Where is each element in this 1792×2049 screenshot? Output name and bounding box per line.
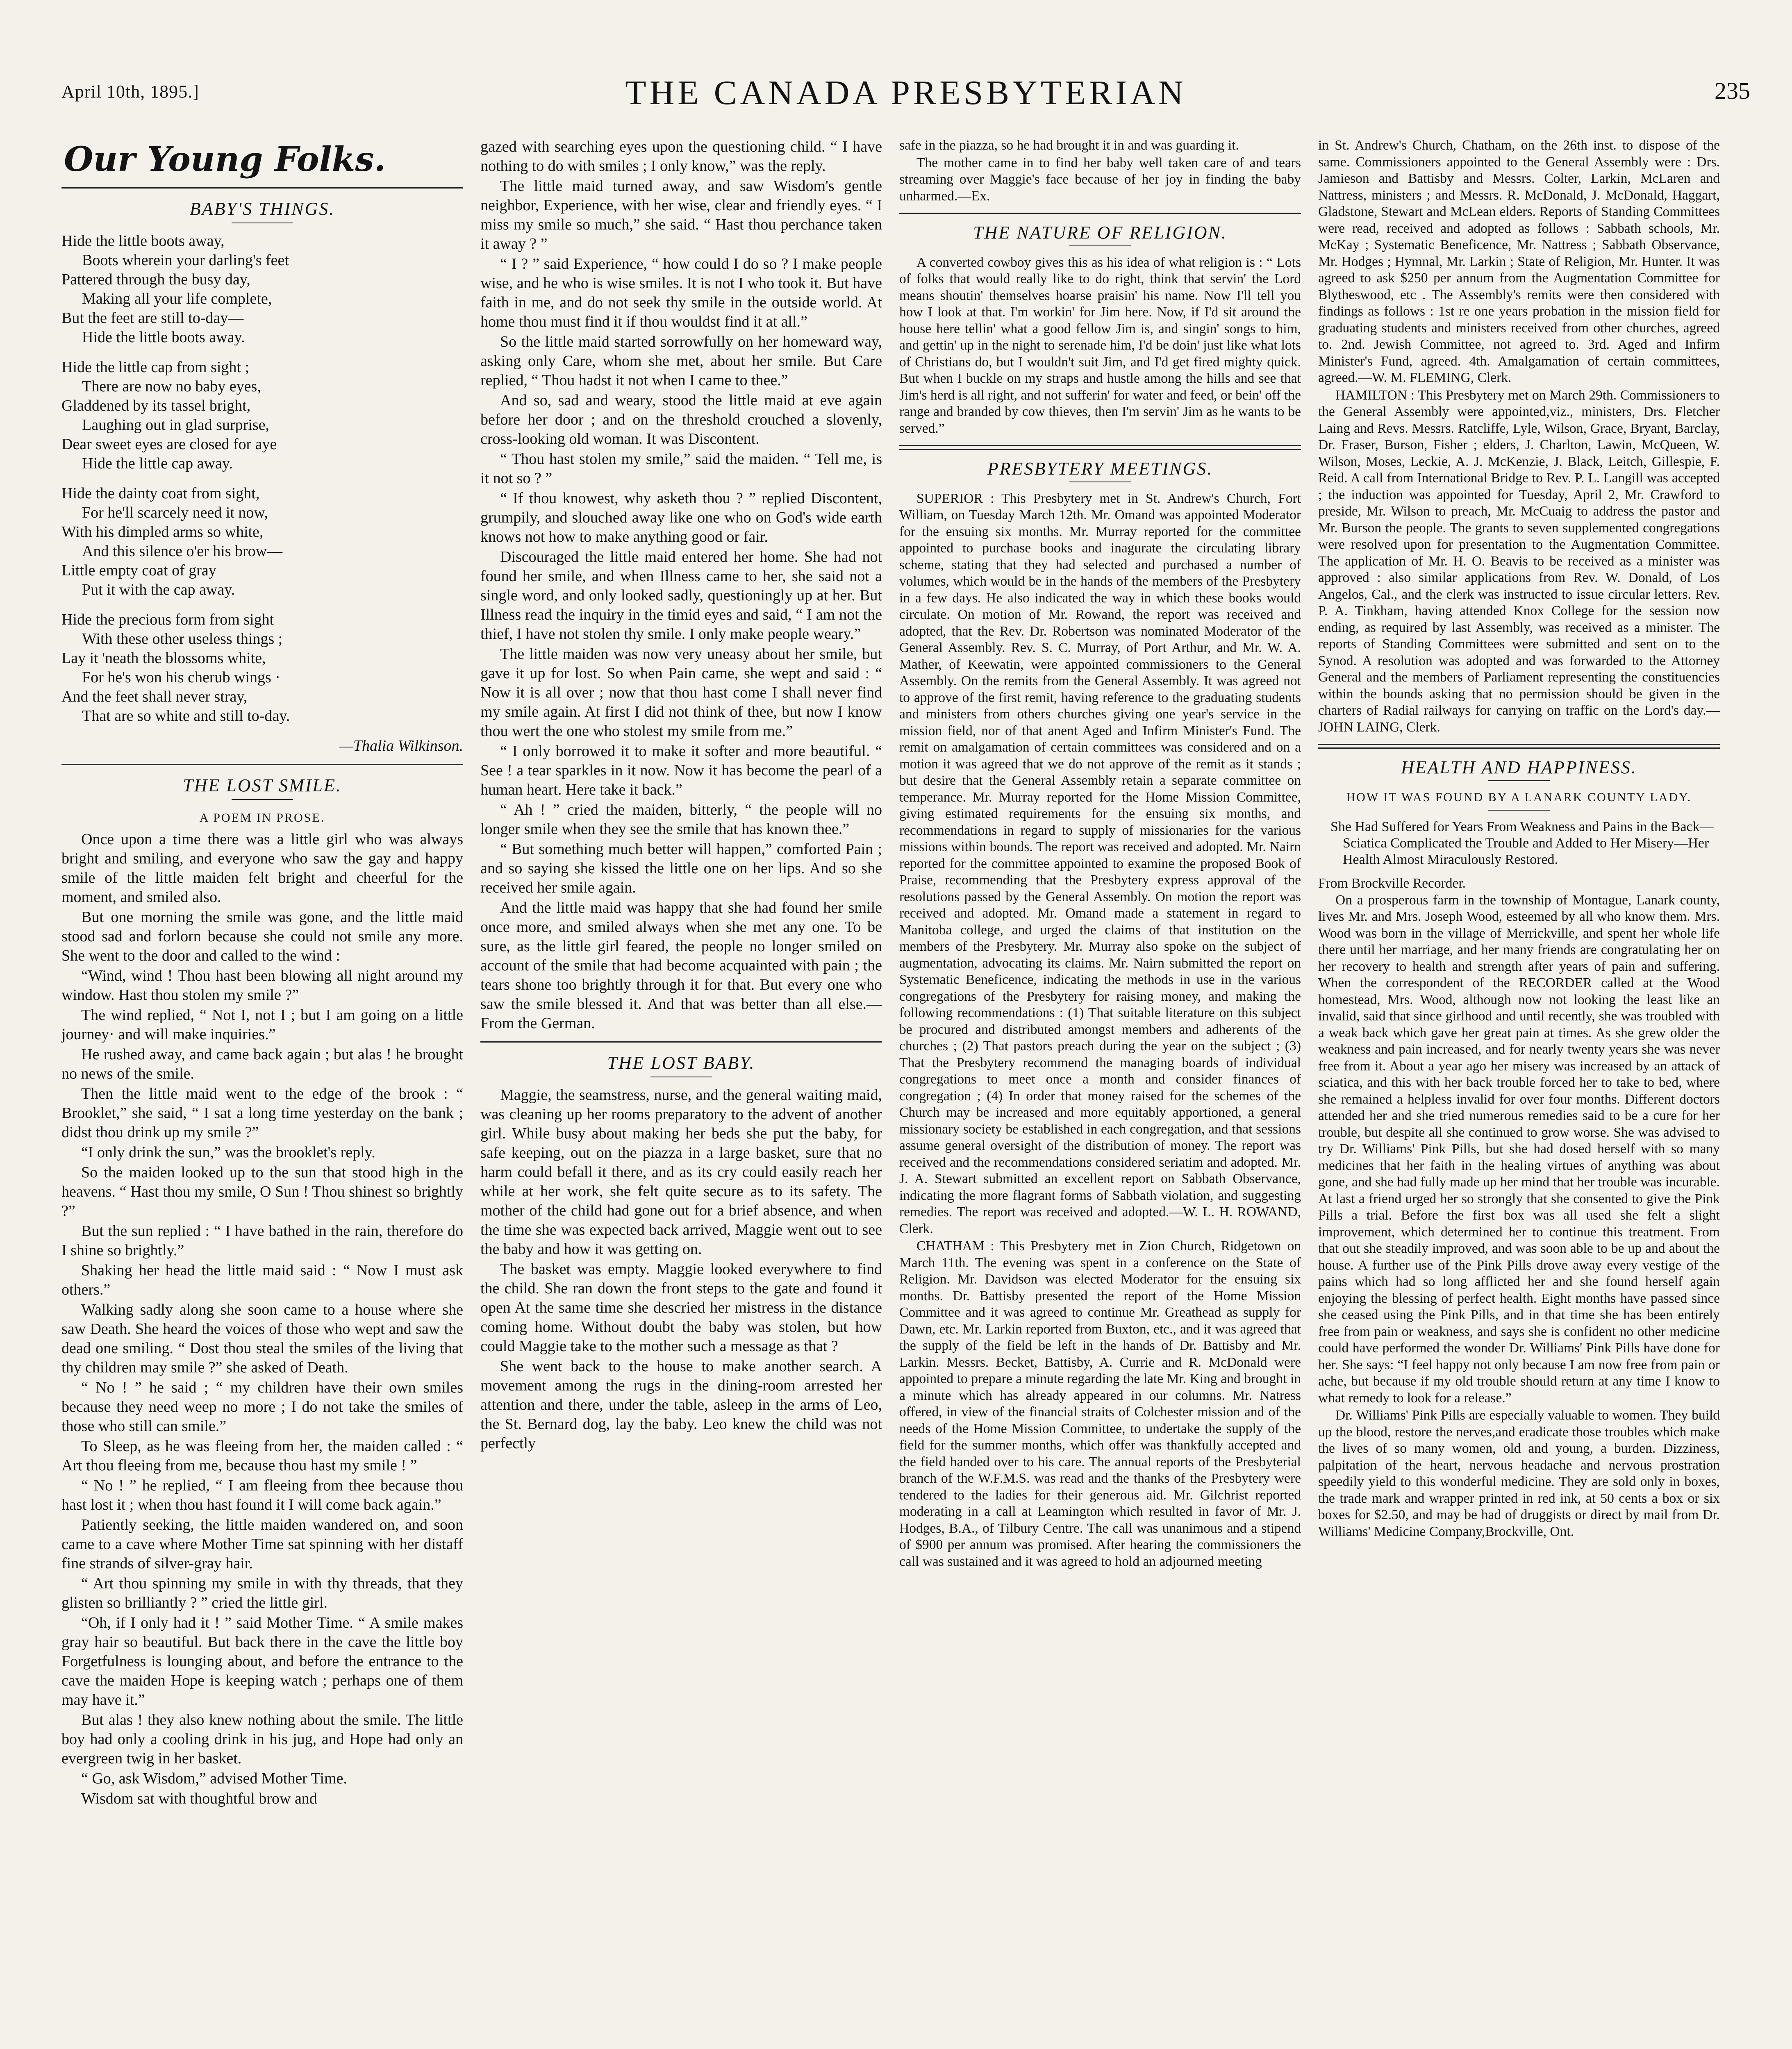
paragraph: gazed with searching eyes upon the questioning child. “ I have nothing to do with smiles ; I only know,” was the reply. — [480, 138, 882, 175]
poem-line: There are now no baby eyes, — [82, 378, 261, 395]
lost-smile-title: THE LOST SMILE. — [183, 775, 342, 795]
poem-line: Put it with the cap away. — [82, 581, 235, 598]
paragraph: safe in the piazza, so he had brought it in and was guarding it. — [899, 138, 1239, 153]
divider — [232, 799, 293, 800]
paragraph: Dr. Williams' Pink Pills are especially valuable to women. They build up the blood, restore the nerves,and eradicate those troubles which make the lives of so many women, old and young, a burden. Dizziness, palpitation of the heart, nervous headache and nervous prostration speedily yield to this wonderful medicine. They are sold only in boxes, the trade mark and wrapper printed in red ink, at 50 cents a box or six boxes for $2.50, and may be had of druggists or direct by mail from Dr. Williams' Medicine Company,Brockville, Ont. — [1318, 1408, 1720, 1539]
paragraph: Shaking her head the little maid said : “ Now I must ask others.” — [61, 1262, 463, 1298]
page-number: 235 — [1715, 77, 1750, 104]
paragraph: Once upon a time there was a little girl who was always bright and smiling, and everyone who saw the gay and happy smile of the little maiden felt bright and cheerful for the moment, and smiled also. — [61, 831, 463, 906]
poem-line: That are so white and still to-day. — [82, 707, 290, 725]
paragraph: On a prosperous farm in the township of Montague, Lanark county, lives Mr. and Mrs. Joseph Wood, esteemed by all who know them. Mrs. Wood was born in the village of Merrickville, and spent her whole life there until her marriage, and her many friends are congratulating her on her recovery to health and strength after years of pain and suffering. When the correspondent of the RECORDER called at the Wood homestead, Mrs. Wood, although now not looking the least like an invalid, said that since girlhood and until recently, she was troubled with a weak back which gave her great pain at times. As she grew older the weakness and pain increased, and for nearly twenty years she was never free from it. About a year ago her misery was increased by an attack of sciatica, and this with her back trouble forced her to take to bed, where she remained a helpless invalid for over four months. Different doctors attended her and she tried numerous remedies said to be a cure for her trouble, but despite all she continued to grow worse. She was advised to try Dr. Williams' Pink Pills, but she had dosed herself with so many medicines that her faith in the healing virtues of anything was about gone, and she had fully made up her mind that her trouble was incurable. At last a friend urged her so strongly that she consented to give the Pink Pills a trial. Before the first box was all used she felt a slight improvement, which determined her to continue this treatment. From that out she steadily improved, and was soon able to be up and about the house. A further use of the Pink Pills drove away every vestige of the pains which had so long afflicted her and she found herself again enjoying the blessing of perfect health. Eight months have passed since she ceased using the Pink Pills, and in that time she has been entirely free from pain or weakness, and says she is confident no other medicine could have performed the wonder Dr. Williams' Pink Pills have done for her. She says: “I feel happy not only because I am now free from pain or ache, but because if my old trouble should return at any time I know to what remedy to look for a release.” — [1318, 892, 1720, 1406]
paragraph: Discouraged the little maid entered her home. She had not found her smile, and when Illness came to her, she said not a single word, and only looked sadly, questioningly up at her. But Illness read the inquiry in the timid eyes and said, “ I am not the thief, I have not stolen thy smile. I only make people weary.” — [480, 548, 882, 643]
poem-stanza — [61, 358, 463, 473]
health-happiness-text — [1318, 892, 1720, 1540]
paragraph: And so, sad and weary, stood the little maid at eve again before her door ; and on the threshold crouched a slovenly, cross-looking old woman. It was Discontent. — [480, 392, 882, 448]
paragraph: But the sun replied : “ I have bathed in the rain, therefore do I shine so brightly.” — [61, 1222, 463, 1259]
column-2 — [480, 137, 882, 1454]
paragraph: CHATHAM : This Presbytery met in Zion Church, Ridgetown on March 11th. The evening was spent in a conference on the State of Religion. Mr. Davidson was elected Moderator for the ensuing six months. Dr. Battisby presented the report of the Home Mission Committee and it was agreed to continue Mr. Greathead as supply for Dawn, etc. Mr. Larkin reported from Buxton, etc., and it was agreed that the supply of the field be left in the hands of Dr. Battisby and Mr. Larkin. Messrs. Becket, Battisby, A. Currie and R. McDonald were appointed to prepare a minute regarding the late Mr. King and brought in a minute which has already appeared in our columns. Mr. Natress offered, in view of the financial straits of Colchester mission and of the needs of the Home Mission Committee, to undertake the supply of the field for the summer months, which offer was thankfully accepted and the field handed over to his care. The annual reports of the Presbyterial branch of the W.F.M.S. was read and the thanks of the Presbytery were tendered to the ladies for their generous aid. Mr. Gilchrist reported moderating in a call at Leamington which resulted in favor of Mr. J. Hodges, B.A., of Tilbury Centre. The call was unanimous and a stipend of $900 per annum was promised. After hearing the commissioners the call was sustained and it was agreed to hold an adjourned meeting — [899, 1238, 1301, 1569]
poem-line: Dear sweet eyes are closed for aye — [61, 436, 277, 453]
poem-line: Pattered through the busy day, — [61, 271, 250, 288]
paragraph: “I only drink the sun,” was the brooklet's reply. — [81, 1144, 375, 1161]
paragraph: He rushed away, and came back again ; but alas ! he brought no news of the smile. — [61, 1046, 463, 1082]
divider — [480, 1041, 882, 1043]
paragraph: “ I only borrowed it to make it softer and more beautiful. “ See ! a tear sparkles in it now. Now it has become the pearl of a human heart. Here take it back.” — [480, 743, 882, 798]
poem-line: Hide the precious form from sight — [61, 611, 274, 628]
paragraph: Walking sadly along she soon came to a house where she saw Death. She heard the voices of those who wept and saw the dead one smiling. “ Dost thou steal the smiles of the living that thy children may smile ?” she asked of Death. — [61, 1301, 463, 1376]
presbytery-meetings-text-continued — [1318, 137, 1720, 736]
column-1 — [61, 137, 463, 1809]
paragraph: in St. Andrew's Church, Chatham, on the 26th inst. to dispose of the same. Commissioners appointed to the General Assembly were : Drs. Jamieson and Battisby and Messrs. Colter, Larkin, McLaren and Nattress, ministers ; and Messrs. R. McDonald, J. McDonald, Haggart, Gladstone, Stewart and McLean elders. Reports of Standing Committees were read, received and adopted as follows : Sabbath schools, Mr. McKay ; Systematic Beneficence, Mr. Nattress ; Sabbath Observance, Mr. Hodges ; Hymnal, Mr. Larkin ; State of Religion, Mr. Hunter. It was agreed to ask $250 per annum from the Augmentation Committee for Blytheswood, etc . The Assembly's remits were then considered with findings as follows : 1st re one years probation in the mission field for graduating students and ministers received from other churches, agreed to. 2nd. Jewish Committee, not agreed to. 3rd. Aged and Infirm Minister's Fund, agreed. 4th. Amalgamation of certain committees, agreed.—W. M. FLEMING, Clerk. — [1318, 138, 1720, 385]
paragraph: The little maid turned away, and saw Wisdom's gentle neighbor, Experience, with her wise, clear and friendly eyes. “ I miss my smile so much,” she said. “ Hast thou perchance taken it away ? ” — [480, 177, 882, 252]
paragraph: Wisdom sat with thoughtful brow and — [81, 1790, 317, 1807]
issue-date: April 10th, 1895.] — [61, 82, 199, 102]
paragraph: The little maiden was now very uneasy about her smile, but gave it up for lost. So when Pain came, she wept and said : “ Now it is all over ; now that thou hast come I shall never find my smile again. At first I did not think of thee, but now I know thou wert the one who stolest my smile from me.” — [480, 645, 882, 740]
poem-line: Lay it 'neath the blossoms white, — [61, 650, 266, 667]
divider — [1069, 245, 1131, 246]
section-title: Our Young Folks. — [64, 140, 386, 179]
babys-things-poem — [61, 232, 463, 726]
paragraph: “ Ah ! ” cried the maiden, bitterly, “ the people will no longer smile when they see the smile that has known thee.” — [480, 801, 882, 838]
paragraph: But alas ! they also knew nothing about the smile. The little boy had only a cooling drink in his jug, and Hope had only an evergreen twig in her basket. — [61, 1711, 463, 1767]
column-4 — [1318, 137, 1720, 1541]
lost-smile-text-continued — [480, 137, 882, 1033]
masthead — [61, 73, 1750, 122]
poem-line: Hide the little cap away. — [82, 455, 233, 472]
poem-line: Hide the little boots away, — [61, 232, 225, 250]
poem-line: But the feet are still to-day— — [61, 309, 244, 327]
poem-line: With his dimpled arms so white, — [61, 523, 264, 541]
paragraph: To Sleep, as he was fleeing from her, the maiden called : “ Art thou fleeing from me, because thou hast my smile ! ” — [61, 1438, 463, 1474]
paragraph: So the maiden looked up to the sun that stood high in the heavens. “ Hast thou my smile, O Sun ! Thou shinest so brightly ?” — [61, 1164, 463, 1220]
paragraph: “ If thou knowest, why asketh thou ? ” replied Discontent, grumpily, and slouched away like one who on God's wide earth knows not how to make anything good or fair. — [480, 490, 882, 545]
paragraph: “ Thou hast stolen my smile,” said the maiden. “ Tell me, is it not so ? ” — [480, 450, 882, 487]
divider — [899, 445, 1301, 450]
paragraph: Then the little maid went to the edge of the brook : “ Brooklet,” she said, “ I sat a long time yesterday on the bank ; didst thou drink up my smile ?” — [61, 1085, 463, 1141]
newspaper-title: THE CANADA PRESBYTERIAN — [625, 74, 1187, 112]
paragraph: “ But something much better will happen,” comforted Pain ; and so saying she kissed the little one on her lips. And so she received her smile again. — [480, 840, 882, 896]
lost-smile-subtitle: A POEM IN PROSE. — [199, 811, 325, 825]
paragraph: “ Go, ask Wisdom,” advised Mother Time. — [81, 1770, 348, 1787]
poem-line: For he's won his cherub wings · — [82, 669, 280, 686]
poem-line: Making all your life complete, — [82, 290, 272, 307]
paragraph: “ Art thou spinning my smile in with thy threads, that they glisten so brilliantly ? ” cried the little girl. — [61, 1575, 463, 1611]
poem-line: Hide the little cap from sight ; — [61, 359, 250, 376]
nature-of-religion-text — [899, 254, 1301, 437]
poem-line: Gladdened by its tassel bright, — [61, 397, 251, 414]
paragraph: Maggie, the seamstress, nurse, and the general waiting maid, was cleaning up her rooms preparatory to the advent of another girl. While busy about making her beds she put the baby, for safe keeping, out on the piazza in a large basket, sure that no harm could befall it there, and as its cry could easily reach her while at her work, she felt quite secure as to its safety. The mother of the child had gone out for a brief absence, and when the time she was expected back arrived, Maggie went out to see the baby and how it was getting on. — [480, 1086, 882, 1258]
presbytery-meetings-title: PRESBYTERY MEETINGS. — [987, 459, 1213, 479]
paragraph: SUPERIOR : This Presbytery met in St. Andrew's Church, Fort William, on Tuesday March 12th. Mr. Omand was appointed Moderator for the ensuing six months. Mr. Murray reported for the committee appointed to purchase books and inagurate the circulating library scheme, stating that they had selected and purchased a number of volumes, which would be in the hands of the members of the Presbytery in a few days. He also indicated the way in which these books would circulate. On motion of Mr. Rowand, the report was received and adopted, that the Rev. Dr. Robertson was nominated Moderator of the General Assembly. Rev. S. C. Murray, of Port Arthur, and Mr. W. A. Mather, of Keewatin, were appointed commissioners to the General Assembly. On the remits from the General Assembly. It was agreed not to approve of the first remit, having reference to the graduating students and ministers from others churches giving one year's service in the mission field, nor of that anent Aged and Infirm Minister's Fund. The remit on amalgamation of certain committees was considered and on a motion it was agreed that we do not approve of the remit as it stands ; but desire that the General Assembly retain a separate committee on temperance. Mr. Murray reported for the Home Mission Committee, giving estimated requirements for the ensuing six months, and recommendations in regard to supply of missionaries for the various missions within bounds. The report was received and adopted. Mr. Nairn reported for the committee appointed to examine the proposed Book of Praise, recommending that the Presbytery express approval of the resolutions passed by the General Assembly. On motion the report was received and adopted. Mr. Omand made a statement in regard to Manitoba college, and urged the claims of that institution on the members of the Presbytery. Mr. Murray also spoke on the subject of augmentation, advocating its claims. Mr. Nairn submitted the report on Systematic Beneficence, indicating the methods in use in the various congregations of the Presbytery for raising money, and making the following recommendations : (1) That suitable literature on this subject be procured and distributed amongst members and adherents of the churches ; (2) That pastors preach during the year on the subject ; (3) That the Presbytery recommend the managing boards of individual congregations to meet once a month and consider finances of congregation ; (4) In order that money raised for the schemes of the Church may be increased and more equitably apportioned, a general missionary society be established in each congregation, and that sessions assume general oversight of the distribution of money. The report was received and the recommendations considered seriatim and adopted. Mr. J. A. Stewart submitted an excellent report on Sabbath Observance, indicating the more flagrant forms of Sabbath violation, and suggesting remedies. The report was received and adopted.—W. L. H. ROWAND, Clerk. — [899, 491, 1301, 1236]
lost-baby-text — [480, 1086, 882, 1453]
poem-line: Hide the little boots away. — [82, 329, 245, 346]
health-happiness-title: HEALTH AND HAPPINESS. — [1401, 757, 1637, 777]
poem-stanza — [61, 232, 463, 347]
health-happiness-subtitle: HOW IT WAS FOUND BY A LANARK COUNTY LADY. — [1346, 790, 1692, 804]
column-3 — [899, 137, 1301, 1571]
paragraph: But one morning the smile was gone, and the little maid stood sad and forlorn because she could not smile any more. She went to the door and called to the wind : — [61, 909, 463, 964]
paragraph: “ I ? ” said Experience, “ how could I do so ? I make people wise, and he who is wise smiles. It is not I who took it. But have faith in me, and do not seek thy smile in the outside world. At home thou must find it if thou wouldst find it at all.” — [480, 255, 882, 330]
paragraph: A converted cowboy gives this as his idea of what religion is : “ Lots of folks that would really like to do right, think that servin' the Lord means shoutin' themselves hoarse praisin' his name. Now I'll tell you how I look at that. I'm workin' for Jim here. Now, if I'd sit around the house here tellin' what a good fellow Jim is, and singin' songs to him, and gettin' up in the night to serenade him, I'd be doin' just like what lots of Christians do, but I wouldn't suit Jim, and I'd get fired mighty quick. But when I buckle on my straps and hustle among the hills and see that Jim's herd is all right, and not sufferin' for water and feed, or bein' off the range and branded by cow thieves, then I'm servin' Jim as he wants to be served.” — [899, 254, 1301, 436]
paragraph: The basket was empty. Maggie looked everywhere to find the child. She ran down the front steps to the gate and found it open At the same time she descried her mistress in the distance coming home. Without doubt the baby was stolen, but how could Maggie take to the mother such a message as that ? — [480, 1261, 882, 1355]
poem-line: For he'll scarcely need it now, — [82, 504, 268, 521]
lost-baby-text-continued — [899, 137, 1301, 204]
paragraph: And the little maid was happy that she had found her smile once more, and smiled always when she met any one. To be sure, as the little girl feared, the people no longer smiled on account of the smile that had become acquainted with pain ; the tears shone too brightly through it for that. But every one who saw the smile blessed it. And that was better than all else.—From the German. — [480, 899, 882, 1032]
paragraph: “Wind, wind ! Thou hast been blowing all night around my window. Hast thou stolen my smile ?” — [61, 967, 463, 1004]
poem-line: And the feet shall never stray, — [61, 688, 248, 705]
poem-line: Boots wherein your darling's feet — [82, 252, 289, 269]
poem-line: Little empty coat of gray — [61, 562, 216, 579]
paragraph: “ No ! ” he replied, “ I am fleeing from thee because thou hast lost it ; when thou hast found it I will come back again.” — [61, 1477, 463, 1513]
health-happiness-deck: She Had Suffered for Years From Weakness and Pains in the Back—Sciatica Complicated the Trouble and Added to Her Misery—Her Health Almost Miraculously Restored. — [1330, 819, 1714, 867]
nature-of-religion-title: THE NATURE OF RELIGION. — [973, 223, 1227, 243]
divider — [899, 213, 1301, 214]
lost-baby-title: THE LOST BABY. — [607, 1053, 755, 1073]
paragraph: So the little maid started sorrowfully on her homeward way, asking only Care, whom she met, about her smile. But Care replied, “ Thou hadst it not when I came to thee.” — [480, 333, 882, 389]
poem-line: With these other useless things ; — [82, 630, 283, 647]
health-happiness-source: From Brockville Recorder. — [1318, 876, 1466, 891]
poem-line: And this silence o'er his brow— — [82, 543, 283, 560]
poem-line: Laughing out in glad surprise, — [82, 416, 269, 434]
divider — [1488, 780, 1550, 781]
poem-stanza — [61, 484, 463, 600]
divider — [1488, 810, 1550, 811]
babys-things-title: BABY'S THINGS. — [189, 199, 335, 219]
presbytery-meetings-text — [899, 491, 1301, 1570]
paragraph: The wind replied, “ Not I, not I ; but I am going on a little journey· and will make inquiries.” — [61, 1006, 463, 1043]
divider — [61, 187, 463, 189]
divider — [1318, 744, 1720, 749]
paragraph: “ No ! ” he said ; “ my children have their own smiles because they need weep no more ; I do not take the smiles of those who still can smile.” — [61, 1379, 463, 1435]
poem-author: —Thalia Wilkinson. — [339, 737, 463, 754]
paragraph: Patiently seeking, the little maiden wandered on, and soon came to a cave where Mother Time sat spinning with her distaff fine strands of silver-gray hair. — [61, 1516, 463, 1572]
lost-smile-text — [61, 830, 463, 1808]
poem-stanza — [61, 610, 463, 726]
paragraph: The mother came in to find her baby well taken care of and tears streaming over Maggie's face because of her joy in finding the baby unharmed.—Ex. — [899, 155, 1301, 204]
paragraph: She went back to the house to make another search. A movement among the rugs in the dining-room arrested her attention and there, under the table, asleep in the arms of Leo, the St. Bernard dog, lay the baby. Leo knew the child was not perfectly — [480, 1358, 882, 1452]
paragraph: “Oh, if I only had it ! ” said Mother Time. “ A smile makes gray hair so beautiful. But back there in the cave the little boy Forgetfulness is lounging about, and before the entrance to the cave the maiden Hope is keeping watch ; perhaps one of them may have it.” — [61, 1614, 463, 1708]
paragraph: HAMILTON : This Presbytery met on March 29th. Commissioners to the General Assembly were appointed,viz., ministers, Drs. Fletcher Laing and Revs. Messrs. Ratcliffe, Lyle, Wilson, Grace, Bryant, Barclay, Dr. Fraser, Burson, Fisher ; elders, J. Charlton, Lawin, McQueen, W. Wilson, Moses, Leckie, A. J. McKenzie, J. Black, Leitch, Gillespie, F. Reid. A call from International Bridge to Rev. P. L. Langill was accepted ; the induction was appointed for Tuesday, April 2, Mr. Crawford to preside, Mr. Wilson to preach, Mr. McCuaig to address the pastor and Mr. Burson the people. The grants to seven supplemented congregations were resolved upon for presentation to the Augmentation Committee. The application of Mr. H. O. Beavis to be received as a minister was approved : also similar applications from Rev. W. Donald, of Los Angelos, Cal., and the clerk was instructed to issue circular letters. Rev. P. A. Tinkham, having attended Knox College for the session now ending, as required by last Assembly, was received as a minister. The reports of Standing Committees were submitted and sent on to the Synod. A resolution was adopted and was forwarded to the Attorney General and the members of Parliament representing the constituencies within the bounds asking that no permission should be given in the charters of Radial railways for carrying on traffic on the Lord's day.—JOHN LAING, Clerk. — [1318, 387, 1720, 735]
poem-line: Hide the dainty coat from sight, — [61, 485, 260, 502]
divider — [61, 764, 463, 765]
